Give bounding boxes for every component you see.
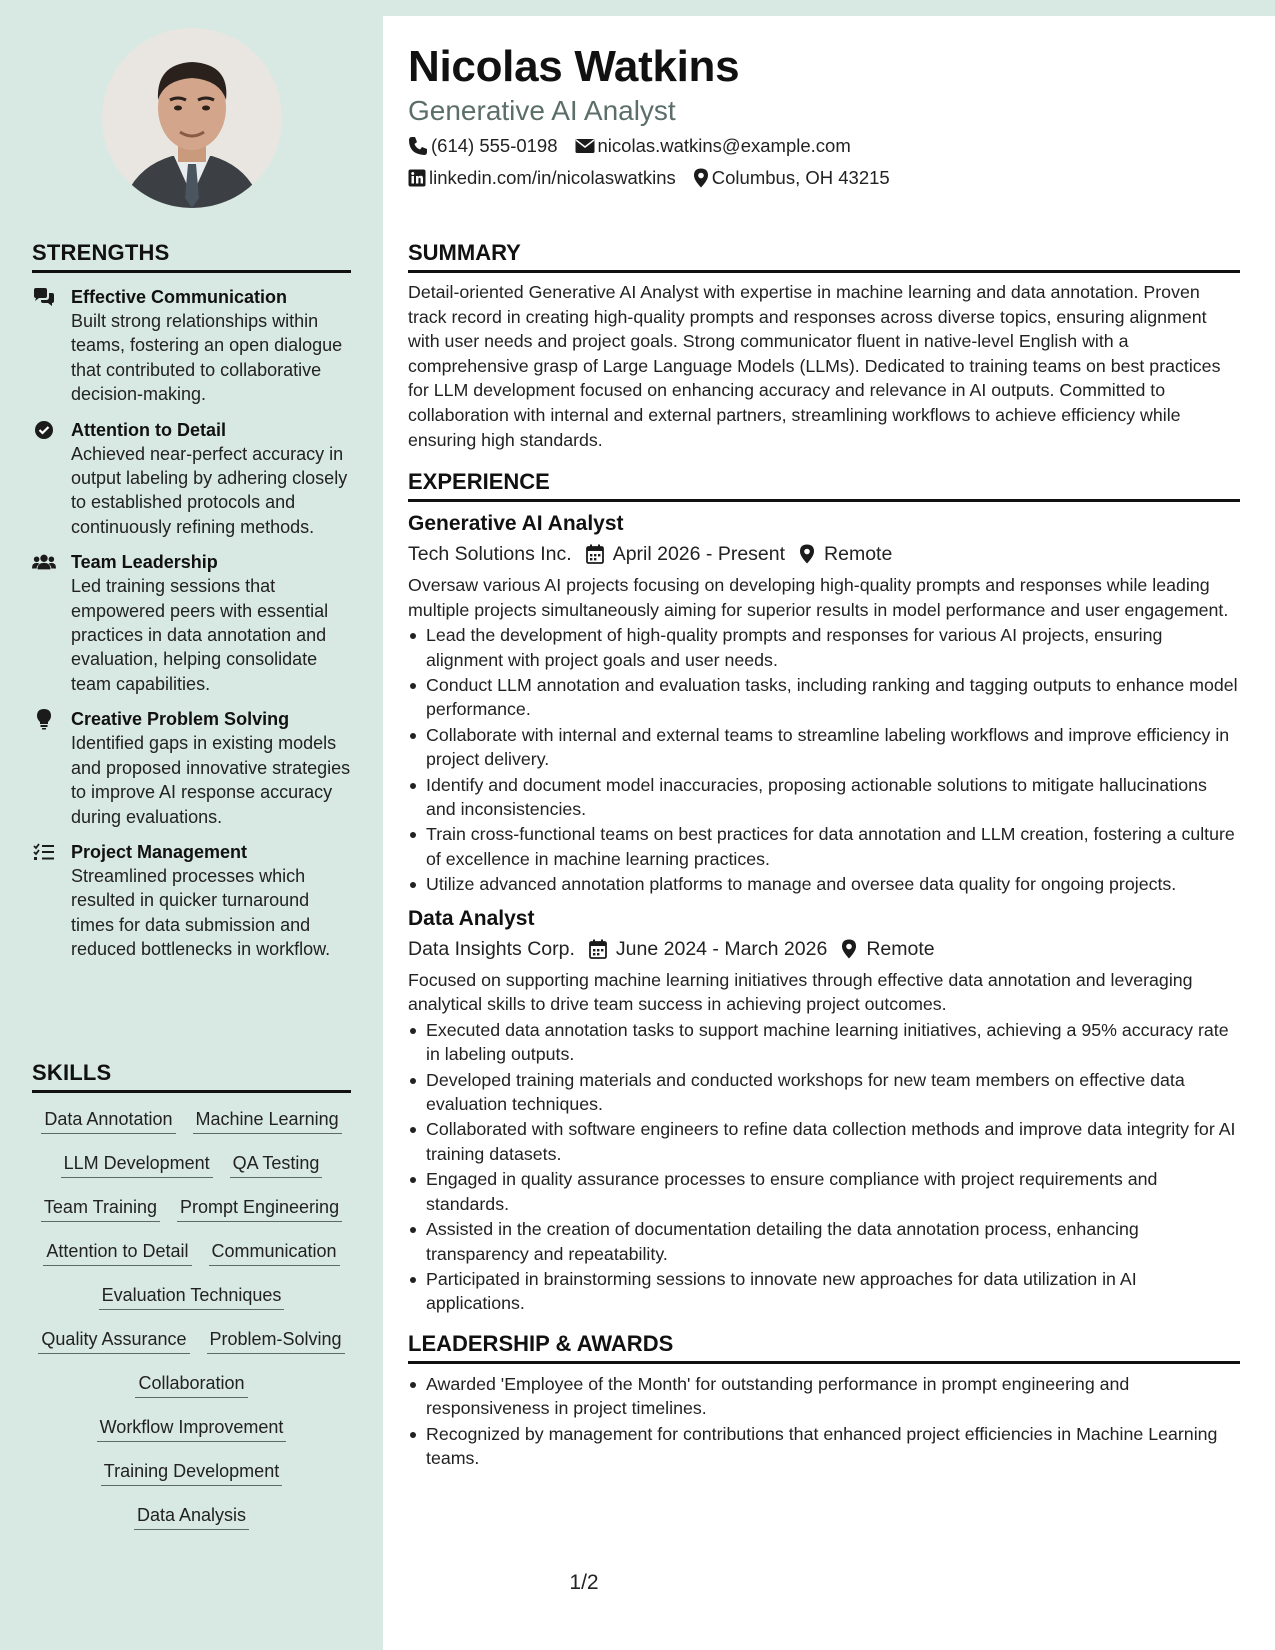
strength-title: Team Leadership — [71, 552, 218, 573]
skills-section — [32, 1060, 351, 1530]
job-location-wrap — [799, 540, 892, 568]
summary-section — [408, 240, 1240, 452]
candidate-role: Generative AI Analyst — [408, 95, 676, 126]
task-list-icon — [32, 841, 56, 863]
check-circle-icon — [32, 419, 56, 441]
job-bullets — [408, 623, 1240, 896]
envelope-icon — [575, 138, 595, 154]
calendar-icon — [586, 544, 604, 564]
summary-title: SUMMARY — [408, 240, 1240, 273]
job-bullet: Collaborated with software engineers to refine data collection methods and improve data integrity for AI training datasets. — [408, 1117, 1240, 1166]
skills-list — [32, 1107, 351, 1530]
page-number: 1/2 — [569, 1571, 599, 1594]
job-bullet: Collaborate with internal and external teams to streamline labeling workflows and improve efficiency in project delivery. — [408, 723, 1240, 772]
calendar-icon — [589, 939, 607, 959]
job-entry — [408, 510, 1240, 897]
awards-title: LEADERSHIP & AWARDS — [408, 1331, 1240, 1364]
phone-icon — [408, 136, 428, 156]
job-dates: June 2024 - March 2026 — [615, 937, 828, 960]
skill-tag: Prompt Engineering — [177, 1195, 342, 1222]
phone[interactable] — [408, 134, 558, 158]
job-bullet: Identify and document model inaccuracies, proposing actionable solutions to mitigate hallucinations and inconsistencies. — [408, 773, 1240, 822]
email[interactable] — [575, 134, 851, 158]
award-item: Recognized by management for contributions that enhanced project efficiencies in Machine Learning teams. — [408, 1422, 1240, 1471]
skill-tag: Communication — [209, 1239, 340, 1266]
sidebar — [0, 0, 383, 1650]
chat-bubbles-icon — [32, 286, 56, 308]
skill-tag: Workflow Improvement — [97, 1415, 287, 1442]
awards-list — [408, 1372, 1240, 1471]
contact-row — [408, 134, 1240, 158]
job-title: Data Analyst — [408, 906, 535, 930]
job-title: Generative AI Analyst — [408, 512, 624, 535]
strength-title: Project Management — [71, 841, 248, 862]
job-bullet: Utilize advanced annotation platforms to manage and oversee data quality for ongoing projects. — [408, 872, 1240, 896]
linkedin-text: linkedin.com/in/nicolaswatkins — [429, 167, 676, 188]
strength-desc: Led training sessions that empowered peers with essential practices in data annotation and evaluation, helping consolidate team capabilities. — [71, 576, 329, 694]
main-content — [383, 16, 1275, 1650]
linkedin-icon — [408, 169, 426, 187]
strength-desc: Identified gaps in existing models and proposed innovative strategies to improve AI response accuracy during evaluations. — [71, 733, 351, 827]
job-meta — [408, 935, 1240, 963]
job-meta — [408, 540, 1240, 568]
job-bullet: Lead the development of high-quality prompts and responses for various AI projects, ensuring alignment with project goals and user needs. — [408, 623, 1240, 672]
map-pin-icon — [799, 544, 815, 564]
contact-row — [408, 166, 1240, 190]
phone-text: (614) 555-0198 — [431, 135, 558, 156]
job-location: Remote — [866, 937, 935, 960]
experience-title: EXPERIENCE — [408, 469, 1240, 502]
job-location-wrap — [841, 935, 934, 963]
job-summary: Oversaw various AI projects focusing on developing high-quality prompts and responses while leading multiple projects simultaneously aiming for superior results in model performance and user engagement. — [408, 575, 1229, 620]
skill-tag: Training Development — [101, 1459, 282, 1486]
strengths-title: STRENGTHS — [32, 240, 351, 273]
strength-item — [32, 285, 351, 407]
award-item: Awarded 'Employee of the Month' for outstanding performance in prompt engineering and responsiveness in project timelines. — [408, 1372, 1240, 1421]
strength-title: Creative Problem Solving — [71, 709, 290, 730]
job-bullets — [408, 1018, 1240, 1316]
skill-tag: Collaboration — [135, 1371, 247, 1398]
job-dates: April 2026 - Present — [612, 543, 786, 565]
job-bullet: Executed data annotation tasks to support machine learning initiatives, achieving a 95% accuracy rate in labeling outputs. — [408, 1018, 1240, 1067]
skill-tag: Team Training — [41, 1195, 160, 1222]
strength-desc: Built strong relationships within teams, fostering an open dialogue that contributed to collaborative decision-making. — [71, 311, 343, 405]
lightbulb-icon — [32, 708, 56, 730]
job-dates-wrap — [589, 935, 827, 963]
job-entry — [408, 905, 1240, 1316]
strength-item — [32, 550, 351, 696]
job-summary: Focused on supporting machine learning initiatives through effective data annotation and leveraging analytical skills to drive team success in achieving project outcomes. — [408, 969, 1193, 1015]
map-pin-icon — [693, 168, 709, 188]
strength-title: Attention to Detail — [71, 419, 226, 440]
strength-desc: Streamlined processes which resulted in quicker turnaround times for data submission and reduced bottlenecks in workflow. — [71, 865, 331, 960]
job-bullet: Assisted in the creation of documentation detailing the data annotation process, enhancing transparency and repeatability. — [408, 1217, 1240, 1266]
job-company: Tech Solutions Inc. — [408, 543, 572, 565]
skills-title: SKILLS — [32, 1060, 351, 1093]
skill-tag: Data Annotation — [41, 1107, 175, 1134]
job-bullet: Conduct LLM annotation and evaluation tasks, including ranking and tagging outputs to enhance model performance. — [408, 673, 1240, 722]
skill-tag: Machine Learning — [193, 1107, 342, 1134]
map-pin-icon — [841, 939, 857, 959]
experience-section — [408, 469, 1240, 1317]
strength-title: Effective Communication — [71, 287, 288, 307]
strength-desc: Achieved near-perfect accuracy in output labeling by adhering closely to established protocols and continuously refining methods. — [71, 443, 348, 537]
location — [693, 166, 890, 190]
job-bullet: Train cross-functional teams on best practices for data annotation and LLM creation, fostering a culture of excellence in machine learning practices. — [408, 822, 1240, 871]
skill-tag: LLM Development — [61, 1151, 213, 1178]
skill-tag: Evaluation Techniques — [99, 1283, 285, 1310]
job-location: Remote — [824, 543, 893, 565]
job-company: Data Insights Corp. — [408, 937, 575, 960]
header — [408, 42, 1240, 190]
skill-tag: Data Analysis — [134, 1503, 249, 1530]
strength-item — [32, 840, 351, 962]
location-text: Columbus, OH 43215 — [711, 167, 890, 188]
strengths-section — [32, 240, 351, 962]
users-icon — [32, 551, 56, 573]
linkedin[interactable] — [408, 166, 676, 190]
job-dates-wrap — [586, 540, 785, 568]
skill-tag: QA Testing — [230, 1151, 323, 1178]
summary-text: Detail-oriented Generative AI Analyst with expertise in machine learning and data annotation. Proven track record in creating high-quality prompts and responses across diverse topics, ensuring alignment with user needs and project goals. Strong communicator fluent in native-level English with a comprehensive grasp of Large Language Models (LLMs). Dedicated to training teams on best practices for LLM development focused on enhancing accuracy and relevance in AI outputs. Committed to collaboration with internal and external partners, streamlining workflows to achieve efficiency while ensuring high standards. — [408, 282, 1221, 450]
job-bullet: Developed training materials and conducted workshops for new team members on effective data evaluation techniques. — [408, 1068, 1240, 1117]
skill-tag: Attention to Detail — [43, 1239, 191, 1266]
job-bullet: Engaged in quality assurance processes to ensure compliance with project requirements and standards. — [408, 1167, 1240, 1216]
strength-item — [32, 707, 351, 829]
job-bullet: Participated in brainstorming sessions to innovate new approaches for data utilization in AI applications. — [408, 1267, 1240, 1316]
profile-photo — [102, 28, 282, 208]
email-text: nicolas.watkins@example.com — [597, 135, 851, 156]
strength-item — [32, 418, 351, 540]
awards-section — [408, 1331, 1240, 1472]
skill-tag: Quality Assurance — [38, 1327, 189, 1354]
candidate-name: Nicolas Watkins — [408, 42, 740, 91]
skill-tag: Problem-Solving — [207, 1327, 345, 1354]
